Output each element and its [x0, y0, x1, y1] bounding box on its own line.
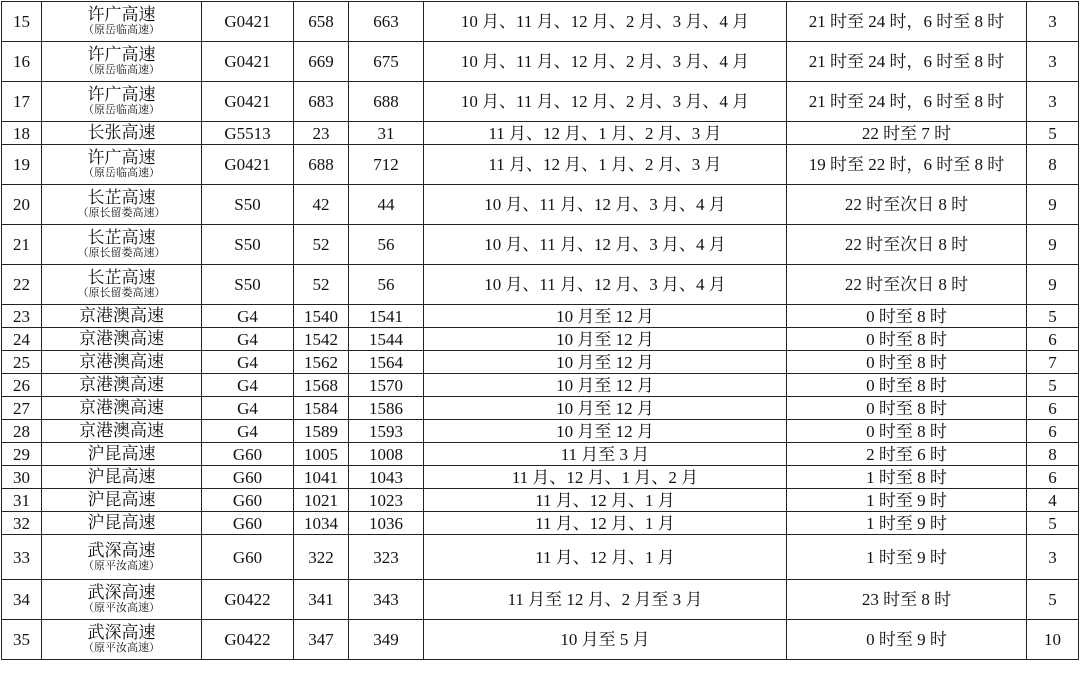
road-name-cell — [42, 42, 202, 82]
road-code-cell: G0421 — [202, 82, 294, 122]
road-name-cell — [42, 2, 202, 42]
road-code-cell: G60 — [202, 443, 294, 466]
hours-cell: 19 时至 22 时，6 时至 8 时 — [787, 145, 1027, 185]
row-number-cell: 25 — [2, 351, 42, 374]
road-name-cell — [42, 225, 202, 265]
row-number-cell: 19 — [2, 145, 42, 185]
months-cell: 10 月至 5 月 — [424, 620, 787, 660]
start-km-cell: 658 — [294, 2, 349, 42]
end-km-cell: 1008 — [349, 443, 424, 466]
road-code-cell: G5513 — [202, 122, 294, 145]
months-cell: 10 月、11 月、12 月、3 月、4 月 — [424, 225, 787, 265]
road-name: 长张高速 — [87, 123, 156, 142]
road-name: 沪昆高速 — [87, 513, 156, 532]
start-km-cell: 1568 — [294, 374, 349, 397]
road-name: 长芷高速 — [87, 268, 156, 287]
row-number-cell: 28 — [2, 420, 42, 443]
road-code-cell: G4 — [202, 397, 294, 420]
road-name-cell — [42, 443, 202, 466]
end-km-cell: 31 — [349, 122, 424, 145]
table-body — [2, 2, 1079, 660]
fog-days-cell: 6 — [1027, 420, 1079, 443]
months-cell: 10 月至 12 月 — [424, 420, 787, 443]
months-cell: 11 月至 12 月、2 月至 3 月 — [424, 580, 787, 620]
months-cell: 10 月至 12 月 — [424, 328, 787, 351]
end-km-cell: 56 — [349, 225, 424, 265]
fog-days-cell: 5 — [1027, 305, 1079, 328]
end-km-cell: 1023 — [349, 489, 424, 512]
start-km-cell: 1005 — [294, 443, 349, 466]
road-former-name: （原长留娄高速） — [77, 247, 166, 259]
start-km-cell: 1589 — [294, 420, 349, 443]
start-km-cell: 341 — [294, 580, 349, 620]
road-name-cell — [42, 489, 202, 512]
hours-cell: 0 时至 8 时 — [787, 328, 1027, 351]
months-cell: 11 月、12 月、1 月、2 月、3 月 — [424, 122, 787, 145]
fog-days-cell: 5 — [1027, 374, 1079, 397]
row-number-cell: 15 — [2, 2, 42, 42]
fog-days-cell: 5 — [1027, 580, 1079, 620]
road-name-cell — [42, 122, 202, 145]
table-row — [2, 328, 1079, 351]
road-code-cell: G0421 — [202, 2, 294, 42]
fog-days-cell: 3 — [1027, 2, 1079, 42]
row-number-cell: 32 — [2, 512, 42, 535]
fog-days-cell: 3 — [1027, 42, 1079, 82]
row-number-cell: 21 — [2, 225, 42, 265]
months-cell: 10 月、11 月、12 月、3 月、4 月 — [424, 185, 787, 225]
road-name-cell — [42, 466, 202, 489]
hours-cell: 21 时至 24 时，6 时至 8 时 — [787, 82, 1027, 122]
end-km-cell: 1570 — [349, 374, 424, 397]
road-former-name: （原平汝高速） — [83, 602, 160, 614]
road-name: 京港澳高速 — [79, 306, 164, 325]
road-code-cell: G0422 — [202, 620, 294, 660]
start-km-cell: 1562 — [294, 351, 349, 374]
hours-cell: 22 时至 7 时 — [787, 122, 1027, 145]
fog-days-cell: 7 — [1027, 351, 1079, 374]
fog-days-cell: 10 — [1027, 620, 1079, 660]
table-row — [2, 374, 1079, 397]
end-km-cell: 343 — [349, 580, 424, 620]
row-number-cell: 26 — [2, 374, 42, 397]
table-row — [2, 82, 1079, 122]
road-name: 京港澳高速 — [79, 329, 164, 348]
start-km-cell: 1021 — [294, 489, 349, 512]
road-name: 京港澳高速 — [79, 398, 164, 417]
road-name: 长芷高速 — [87, 188, 156, 207]
end-km-cell: 56 — [349, 265, 424, 305]
road-name-cell — [42, 620, 202, 660]
road-code-cell: S50 — [202, 265, 294, 305]
end-km-cell: 663 — [349, 2, 424, 42]
table-row — [2, 265, 1079, 305]
road-name-cell — [42, 397, 202, 420]
months-cell: 11 月、12 月、1 月 — [424, 535, 787, 580]
row-number-cell: 35 — [2, 620, 42, 660]
table-row — [2, 145, 1079, 185]
fog-days-cell: 9 — [1027, 225, 1079, 265]
months-cell: 11 月、12 月、1 月 — [424, 489, 787, 512]
road-former-name: （原岳临高速） — [83, 64, 160, 76]
hours-cell: 22 时至次日 8 时 — [787, 185, 1027, 225]
start-km-cell: 347 — [294, 620, 349, 660]
hours-cell: 0 时至 8 时 — [787, 420, 1027, 443]
hours-cell: 23 时至 8 时 — [787, 580, 1027, 620]
road-name: 许广高速 — [87, 85, 156, 104]
road-name-cell — [42, 265, 202, 305]
table-row — [2, 397, 1079, 420]
months-cell: 11 月、12 月、1 月、2 月 — [424, 466, 787, 489]
end-km-cell: 1564 — [349, 351, 424, 374]
table-row — [2, 185, 1079, 225]
road-name: 京港澳高速 — [79, 421, 164, 440]
start-km-cell: 1041 — [294, 466, 349, 489]
table-row — [2, 535, 1079, 580]
table-row — [2, 42, 1079, 82]
hours-cell: 21 时至 24 时，6 时至 8 时 — [787, 42, 1027, 82]
hours-cell: 1 时至 8 时 — [787, 466, 1027, 489]
road-name-cell — [42, 512, 202, 535]
months-cell: 10 月、11 月、12 月、3 月、4 月 — [424, 265, 787, 305]
months-cell: 10 月至 12 月 — [424, 351, 787, 374]
start-km-cell: 1542 — [294, 328, 349, 351]
road-former-name: （原平汝高速） — [83, 559, 160, 572]
row-number-cell: 31 — [2, 489, 42, 512]
road-name-cell — [42, 374, 202, 397]
row-number-cell: 20 — [2, 185, 42, 225]
hours-cell: 1 时至 9 时 — [787, 512, 1027, 535]
row-number-cell: 17 — [2, 82, 42, 122]
row-number-cell: 30 — [2, 466, 42, 489]
start-km-cell: 688 — [294, 145, 349, 185]
row-number-cell: 29 — [2, 443, 42, 466]
row-number-cell: 22 — [2, 265, 42, 305]
road-name-cell — [42, 185, 202, 225]
end-km-cell: 1593 — [349, 420, 424, 443]
road-code-cell: G4 — [202, 328, 294, 351]
road-code-cell: S50 — [202, 225, 294, 265]
fog-days-cell: 9 — [1027, 185, 1079, 225]
road-name: 沪昆高速 — [87, 490, 156, 509]
fog-days-cell: 3 — [1027, 82, 1079, 122]
hours-cell: 22 时至次日 8 时 — [787, 225, 1027, 265]
road-former-name: （原平汝高速） — [83, 642, 160, 654]
road-name-cell — [42, 420, 202, 443]
row-number-cell: 34 — [2, 580, 42, 620]
start-km-cell: 52 — [294, 225, 349, 265]
table-row — [2, 225, 1079, 265]
hours-cell: 21 时至 24 时，6 时至 8 时 — [787, 2, 1027, 42]
table-row — [2, 466, 1079, 489]
end-km-cell: 44 — [349, 185, 424, 225]
road-former-name: （原长留娄高速） — [77, 287, 166, 299]
road-name: 沪昆高速 — [87, 467, 156, 486]
months-cell: 10 月、11 月、12 月、2 月、3 月、4 月 — [424, 82, 787, 122]
road-code-cell: G4 — [202, 305, 294, 328]
end-km-cell: 712 — [349, 145, 424, 185]
end-km-cell: 1586 — [349, 397, 424, 420]
fog-days-cell: 5 — [1027, 512, 1079, 535]
fog-days-cell: 5 — [1027, 122, 1079, 145]
fog-section-table — [1, 1, 1079, 660]
road-former-name: （原岳临高速） — [83, 24, 160, 36]
road-code-cell: G4 — [202, 420, 294, 443]
end-km-cell: 1541 — [349, 305, 424, 328]
road-former-name: （原岳临高速） — [83, 167, 160, 179]
road-code-cell: G0422 — [202, 580, 294, 620]
fog-days-cell: 6 — [1027, 328, 1079, 351]
road-name-cell — [42, 535, 202, 580]
table-row — [2, 122, 1079, 145]
months-cell: 10 月至 12 月 — [424, 374, 787, 397]
hours-cell: 2 时至 6 时 — [787, 443, 1027, 466]
end-km-cell: 1036 — [349, 512, 424, 535]
end-km-cell: 1043 — [349, 466, 424, 489]
fog-days-cell: 4 — [1027, 489, 1079, 512]
start-km-cell: 669 — [294, 42, 349, 82]
fog-days-cell: 3 — [1027, 535, 1079, 580]
row-number-cell: 18 — [2, 122, 42, 145]
road-name: 许广高速 — [87, 45, 156, 64]
row-number-cell: 24 — [2, 328, 42, 351]
road-code-cell: G60 — [202, 535, 294, 580]
road-name: 京港澳高速 — [79, 352, 164, 371]
months-cell: 10 月至 12 月 — [424, 305, 787, 328]
road-name-cell — [42, 351, 202, 374]
road-code-cell: G4 — [202, 374, 294, 397]
fog-days-cell: 6 — [1027, 397, 1079, 420]
start-km-cell: 683 — [294, 82, 349, 122]
hours-cell: 0 时至 8 时 — [787, 351, 1027, 374]
road-name: 武深高速 — [87, 623, 156, 642]
row-number-cell: 27 — [2, 397, 42, 420]
road-name: 武深高速 — [87, 583, 156, 602]
road-name-cell — [42, 305, 202, 328]
road-name-cell — [42, 328, 202, 351]
hours-cell: 0 时至 8 时 — [787, 374, 1027, 397]
fog-days-cell: 8 — [1027, 443, 1079, 466]
months-cell: 11 月至 3 月 — [424, 443, 787, 466]
road-code-cell: G60 — [202, 512, 294, 535]
months-cell: 10 月至 12 月 — [424, 397, 787, 420]
road-code-cell: G0421 — [202, 145, 294, 185]
start-km-cell: 52 — [294, 265, 349, 305]
months-cell: 11 月、12 月、1 月 — [424, 512, 787, 535]
table-row — [2, 620, 1079, 660]
road-former-name: （原岳临高速） — [83, 104, 160, 116]
hours-cell: 0 时至 8 时 — [787, 397, 1027, 420]
road-code-cell: S50 — [202, 185, 294, 225]
hours-cell: 1 时至 9 时 — [787, 489, 1027, 512]
road-code-cell: G60 — [202, 489, 294, 512]
road-code-cell: G0421 — [202, 42, 294, 82]
end-km-cell: 349 — [349, 620, 424, 660]
table-row — [2, 580, 1079, 620]
fog-days-cell: 8 — [1027, 145, 1079, 185]
road-name: 许广高速 — [87, 5, 156, 24]
road-code-cell: G4 — [202, 351, 294, 374]
hours-cell: 22 时至次日 8 时 — [787, 265, 1027, 305]
road-name: 京港澳高速 — [79, 375, 164, 394]
start-km-cell: 42 — [294, 185, 349, 225]
road-name: 武深高速 — [87, 540, 156, 560]
end-km-cell: 688 — [349, 82, 424, 122]
fog-days-cell: 9 — [1027, 265, 1079, 305]
start-km-cell: 23 — [294, 122, 349, 145]
start-km-cell: 1034 — [294, 512, 349, 535]
end-km-cell: 675 — [349, 42, 424, 82]
road-name: 长芷高速 — [87, 228, 156, 247]
hours-cell: 0 时至 9 时 — [787, 620, 1027, 660]
table-row — [2, 305, 1079, 328]
road-name-cell — [42, 145, 202, 185]
road-name-cell — [42, 82, 202, 122]
hours-cell: 1 时至 9 时 — [787, 535, 1027, 580]
start-km-cell: 1540 — [294, 305, 349, 328]
road-name: 许广高速 — [87, 148, 156, 167]
road-name: 沪昆高速 — [87, 444, 156, 463]
road-former-name: （原长留娄高速） — [77, 207, 166, 219]
fog-days-cell: 6 — [1027, 466, 1079, 489]
months-cell: 11 月、12 月、1 月、2 月、3 月 — [424, 145, 787, 185]
table-row — [2, 443, 1079, 466]
end-km-cell: 1544 — [349, 328, 424, 351]
table-row — [2, 489, 1079, 512]
months-cell: 10 月、11 月、12 月、2 月、3 月、4 月 — [424, 2, 787, 42]
end-km-cell: 323 — [349, 535, 424, 580]
start-km-cell: 322 — [294, 535, 349, 580]
table-row — [2, 2, 1079, 42]
table-row — [2, 420, 1079, 443]
start-km-cell: 1584 — [294, 397, 349, 420]
hours-cell: 0 时至 8 时 — [787, 305, 1027, 328]
road-code-cell: G60 — [202, 466, 294, 489]
row-number-cell: 16 — [2, 42, 42, 82]
table-row — [2, 351, 1079, 374]
months-cell: 10 月、11 月、12 月、2 月、3 月、4 月 — [424, 42, 787, 82]
row-number-cell: 23 — [2, 305, 42, 328]
row-number-cell: 33 — [2, 535, 42, 580]
table-row — [2, 512, 1079, 535]
road-name-cell — [42, 580, 202, 620]
